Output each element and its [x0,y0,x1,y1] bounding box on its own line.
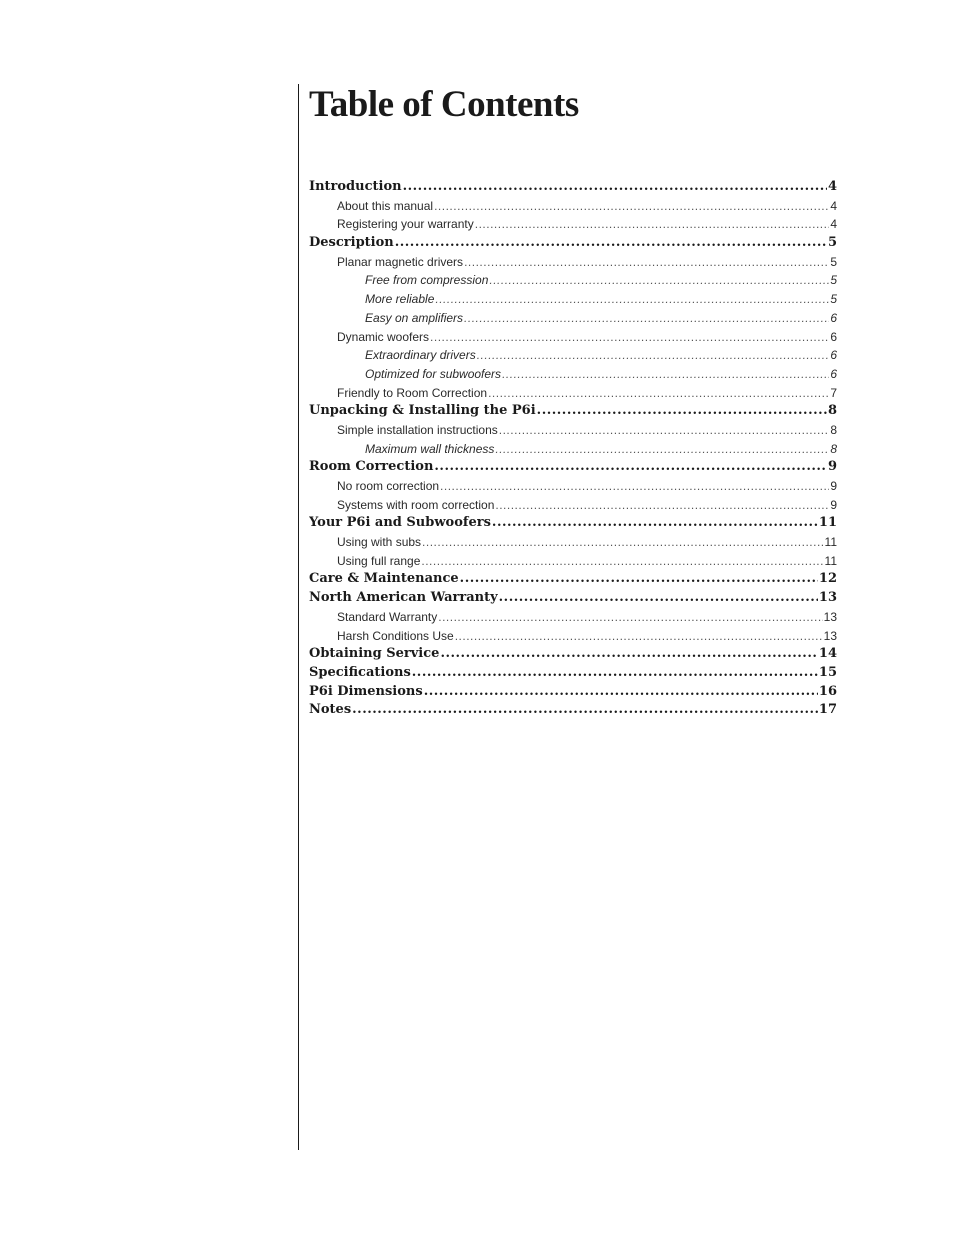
toc-page-number: 9 [830,479,837,493]
toc-entry-level-2[interactable] [309,421,837,440]
dot-leader [489,271,829,290]
toc-entry-level-2[interactable] [309,627,837,646]
toc-entry-title: Simple installation instructions [337,422,498,437]
dot-leader [464,309,829,328]
dot-leader [460,570,818,589]
toc-page-number: 8 [830,441,837,456]
toc-entry-title: Introduction [309,179,402,194]
toc-entry-level-2[interactable] [309,477,837,496]
toc-page-number: 9 [830,497,837,512]
toc-entry-level-2[interactable] [309,253,837,272]
toc-page-number: 4 [830,217,837,232]
toc-page-number: 5 [830,273,837,288]
dot-leader [403,178,827,197]
toc-entry-title: North American Warranty [309,590,498,606]
toc-entry-level-2[interactable] [309,496,837,515]
dot-leader [395,234,827,253]
toc-page-number: 6 [830,329,837,344]
toc-page-number: 16 [818,683,837,699]
toc-entry-title: Specifications [309,664,411,680]
toc-page-number: 5 [830,254,837,269]
toc-page-number: 9 [827,459,837,475]
dot-leader [438,608,822,627]
toc-entry-level-1[interactable] [309,458,837,477]
dot-leader [455,627,823,646]
toc-entry-title: Your P6i and Subwoofers [309,515,491,531]
toc-page-number: 14 [818,646,837,662]
page-title: Table of Contents [309,84,579,125]
toc-entry-title: Care & Maintenance [309,571,459,587]
toc-page-number: 8 [827,403,837,419]
toc-entry-title: Easy on amplifiers [365,310,464,325]
dot-leader [440,477,829,496]
dot-leader [440,645,817,664]
toc-page-number: 6 [830,348,837,363]
toc-entry-level-3[interactable] [309,271,837,290]
toc-entry-level-2[interactable] [309,384,837,403]
toc-entry-level-3[interactable] [309,346,837,365]
toc-entry-level-2[interactable] [309,533,837,552]
toc-entry-title: Maximum wall thickness [365,441,495,456]
toc-entry-title: Planar magnetic drivers [337,254,464,269]
toc-entry-level-3[interactable] [309,290,837,309]
toc-page-number: 4 [830,198,837,213]
toc-entry-level-1[interactable] [309,514,837,533]
toc-entry-title: Free from compression [365,273,489,288]
dot-leader [430,328,829,347]
toc-page-number: 5 [830,292,837,307]
dot-leader [434,197,829,216]
dot-leader [495,496,829,515]
toc-entry-level-3[interactable] [309,365,837,384]
toc-entry-level-1[interactable] [309,402,837,421]
dot-leader [502,365,829,384]
dot-leader [495,440,829,459]
dot-leader [434,458,827,477]
toc-entry-level-1[interactable] [309,683,837,702]
dot-leader [499,589,818,608]
toc-entry-title: No room correction [337,479,440,493]
toc-entry-title: Obtaining Service [309,646,440,662]
toc-entry-title: Description [309,235,394,251]
vertical-margin-rule [298,84,299,1150]
toc-entry-level-2[interactable] [309,215,837,234]
toc-entry-title: Notes [309,702,352,718]
toc-entry-title: Optimized for subwoofers [365,366,502,381]
toc-page-number: 8 [830,422,837,437]
toc-entry-title: Friendly to Room Correction [337,385,488,400]
dot-leader [488,384,829,403]
toc-page-number: 13 [818,590,837,606]
dot-leader [421,552,823,571]
toc-entry-title: Extraordinary drivers [365,348,476,363]
dot-leader [464,253,829,272]
dot-leader [477,346,830,365]
toc-entry-level-1[interactable] [309,664,837,683]
toc-entry-level-2[interactable] [309,552,837,571]
dot-leader [435,290,829,309]
toc-page-number: 12 [818,571,837,587]
toc-entry-level-1[interactable] [309,589,837,608]
table-of-contents [309,178,837,720]
toc-entry-title: Unpacking & Installing the P6i [309,403,536,419]
toc-entry-level-1[interactable] [309,701,837,720]
dot-leader [424,683,818,702]
dot-leader [412,664,818,683]
toc-page-number: 7 [830,385,837,400]
toc-entry-title: More reliable [365,292,435,307]
toc-page-number: 13 [823,609,837,624]
toc-entry-level-3[interactable] [309,440,837,459]
toc-entry-title: Standard Warranty [337,609,438,624]
toc-page-number: 11 [818,515,837,531]
toc-entry-level-1[interactable] [309,234,837,253]
toc-page-number: 6 [830,366,837,381]
toc-entry-level-1[interactable] [309,570,837,589]
toc-entry-title: P6i Dimensions [309,683,423,699]
toc-entry-level-3[interactable] [309,309,837,328]
toc-page-number: 6 [830,310,837,325]
toc-page-number: 4 [827,179,837,194]
toc-page-number: 15 [818,664,837,680]
toc-page-number: 11 [824,553,837,568]
toc-entry-level-2[interactable] [309,328,837,347]
toc-entry-level-1[interactable] [309,178,837,197]
toc-entry-title: Using full range [337,553,421,568]
toc-entry-title: Dynamic woofers [337,329,430,344]
toc-entry-title: Using with subs [337,535,422,550]
dot-leader [492,514,818,533]
toc-entry-title: Harsh Conditions Use [337,628,454,643]
toc-page-number: 5 [827,235,837,251]
dot-leader [537,402,827,421]
toc-entry-title: About this manual [337,198,434,213]
toc-entry-title: Systems with room correction [337,497,495,512]
toc-entry-level-2[interactable] [309,608,837,627]
toc-entry-title: Registering your warranty [337,217,474,232]
toc-page-number: 13 [823,628,837,643]
toc-entry-title: Room Correction [309,459,434,475]
toc-entry-level-1[interactable] [309,645,837,664]
toc-page-number: 11 [824,535,837,550]
dot-leader [499,421,830,440]
dot-leader [352,701,818,720]
dot-leader [475,215,830,234]
dot-leader [422,533,823,552]
toc-entry-level-2[interactable] [309,197,837,216]
toc-page-number: 17 [818,702,837,718]
